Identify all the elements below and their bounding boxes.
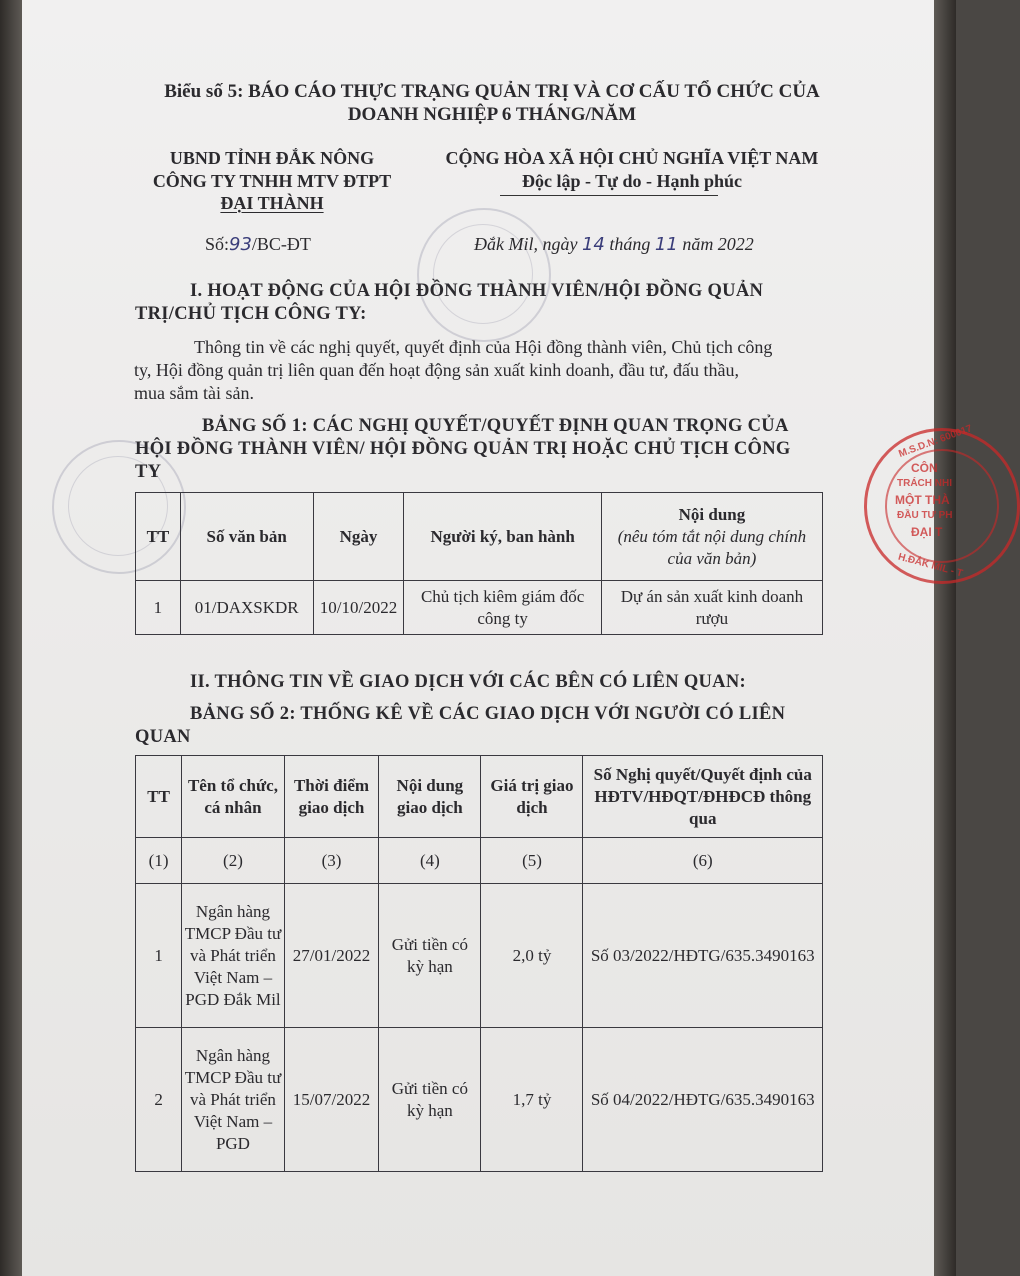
org-province: UBND TỈNH ĐẮK NÔNG [169, 148, 375, 168]
doc-number-prefix: Số: [205, 234, 230, 254]
document-page [22, 0, 974, 1276]
t1-h-noi-dung [601, 493, 822, 581]
section1-heading-line2: TRỊ/CHỦ TỊCH CÔNG TY: [135, 304, 367, 324]
t2-idx-3: (3) [284, 838, 378, 884]
t2-r1-tt: 1 [136, 884, 182, 1028]
org-company-name-text: ĐẠI THÀNH [220, 193, 324, 213]
section1-para-line2: ty, Hội đồng quản trị liên quan đến hoạt động sản xuất kinh doanh, đầu tư, đấu thầu, [134, 360, 739, 380]
stamp-ring-bottom: H.ĐẮK MIL - T [896, 551, 964, 580]
t1-h-nguoi-ky: Người ký, ban hành [404, 493, 601, 581]
table1-title-line1: BẢNG SỐ 1: CÁC NGHỊ QUYẾT/QUYẾT ĐỊNH QUAN TRỌNG CỦA [202, 416, 789, 436]
t1-h-tt: TT [136, 493, 181, 581]
t2-idx-1: (1) [136, 838, 182, 884]
t1-r1-ngay: 10/10/2022 [313, 581, 404, 635]
doc-number-handwritten: 93 [229, 234, 252, 255]
t2-idx-6: (6) [583, 838, 823, 884]
t2-r2-ten: Ngân hàng TMCP Đầu tư và Phát triển Việt Nam – PGD [182, 1028, 285, 1172]
t2-r2-gia-tri: 1,7 tỷ [481, 1028, 583, 1172]
motto-underline [500, 195, 718, 196]
nation-motto: Độc lập - Tự do - Hạnh phúc [521, 171, 743, 191]
stamp-text-4: ĐẦU TƯ PH [897, 510, 953, 521]
table-row [136, 1028, 823, 1172]
date-mid: tháng [609, 234, 651, 254]
table-related-transactions [135, 755, 823, 1172]
document-title-line2: DOANH NGHIỆP 6 THÁNG/NĂM [347, 104, 637, 125]
table2-header-row [136, 756, 823, 838]
table2-title-line1: BẢNG SỐ 2: THỐNG KÊ VỀ CÁC GIAO DỊCH VỚI NGƯỜI CÓ LIÊN [190, 704, 786, 724]
t1-r1-tt: 1 [136, 581, 181, 635]
t2-idx-4: (4) [379, 838, 481, 884]
t1-h-noi-dung-title: Nội dung [678, 504, 746, 524]
org-company-name [152, 192, 392, 215]
table2-title-line2: QUAN [135, 727, 191, 747]
section2-heading: II. THÔNG TIN VỀ GIAO DỊCH VỚI CÁC BÊN CÓ LIÊN QUAN: [190, 672, 746, 692]
page-edge-right [934, 0, 956, 1276]
date-month: 11 [654, 234, 678, 255]
t2-h-so-nq: Số Nghị quyết/Quyết định của HĐTV/HĐQT/ĐHĐCĐ thông qua [583, 756, 823, 838]
t2-r2-tt: 2 [136, 1028, 182, 1172]
table2-index-row [136, 838, 823, 884]
date-prefix: Đắk Mil, ngày [474, 234, 578, 254]
t2-r2-noi-dung: Gửi tiền có kỳ hạn [379, 1028, 481, 1172]
t2-h-ten: Tên tổ chức, cá nhân [182, 756, 285, 838]
stamp-text-5: ĐẠI T [911, 525, 943, 539]
t1-r1-noi-dung: Dự án sản xuất kinh doanh rượu [601, 581, 822, 635]
page-edge-left [0, 0, 22, 1276]
nation-title: CỘNG HÒA XÃ HỘI CHỦ NGHĨA VIỆT NAM [445, 148, 819, 168]
date-day: 14 [581, 234, 605, 255]
t2-r1-ten: Ngân hàng TMCP Đầu tư và Phát triển Việt Nam – PGD Đắk Mil [182, 884, 285, 1028]
faint-stamp-center [417, 208, 551, 342]
t2-r1-thoi-diem: 27/01/2022 [284, 884, 378, 1028]
date-suffix: năm 2022 [682, 234, 754, 254]
t2-h-thoi-diem: Thời điểm giao dịch [284, 756, 378, 838]
doc-number-suffix: /BC-ĐT [251, 234, 311, 254]
document-title-line1: Biểu số 5: BÁO CÁO THỰC TRẠNG QUẢN TRỊ VÀ CƠ CẤU TỔ CHỨC CỦA [164, 81, 820, 102]
table2-clip [135, 755, 825, 1155]
t1-r1-so-van-ban: 01/DAXSKDR [180, 581, 313, 635]
t2-r1-so-nq: Số 03/2022/HĐTG/635.3490163 [583, 884, 823, 1028]
table-row [136, 884, 823, 1028]
t2-idx-2: (2) [182, 838, 285, 884]
section1-heading-line1: I. HOẠT ĐỘNG CỦA HỘI ĐỒNG THÀNH VIÊN/HỘI ĐỒNG QUẢN [190, 281, 764, 301]
t2-h-tt: TT [136, 756, 182, 838]
table1-title-line2: HỘI ĐỒNG THÀNH VIÊN/ HỘI ĐỒNG QUẢN TRỊ HOẶC CHỦ TỊCH CÔNG [135, 439, 791, 459]
company-stamp [864, 423, 1020, 584]
document-date [474, 233, 754, 256]
t1-h-noi-dung-note: (nêu tóm tắt nội dung chính của văn bản) [617, 526, 807, 568]
section1-para-line1: Thông tin về các nghị quyết, quyết định của Hội đồng thành viên, Chủ tịch công [194, 337, 773, 357]
section1-para-line3: mua sắm tài sản. [134, 383, 254, 403]
table1-header-row [136, 493, 823, 581]
stamp-text-3: MỘT THÀ [895, 493, 950, 507]
t2-h-gia-tri: Giá trị giao dịch [481, 756, 583, 838]
t1-h-ngay: Ngày [313, 493, 404, 581]
table-resolutions [135, 492, 823, 635]
t2-r1-gia-tri: 2,0 tỷ [481, 884, 583, 1028]
t2-r2-so-nq: Số 04/2022/HĐTG/635.3490163 [583, 1028, 823, 1172]
t2-idx-5: (5) [481, 838, 583, 884]
t1-h-so-van-ban: Số văn bản [180, 493, 313, 581]
t2-r2-thoi-diem: 15/07/2022 [284, 1028, 378, 1172]
org-company: CÔNG TY TNHH MTV ĐTPT [152, 171, 392, 191]
table-row [136, 581, 823, 635]
t1-r1-nguoi-ky: Chủ tịch kiêm giám đốc công ty [404, 581, 601, 635]
stamp-ring-top: M.S.D.N: 600017 [897, 423, 974, 460]
t2-h-noi-dung: Nội dung giao dịch [379, 756, 481, 838]
table1-title-line3: TY [135, 462, 162, 482]
stamp-text-2: TRÁCH NHI [897, 478, 952, 489]
t2-r1-noi-dung: Gửi tiền có kỳ hạn [379, 884, 481, 1028]
document-number [205, 233, 311, 256]
stamp-text-1: CÔN [911, 461, 938, 475]
